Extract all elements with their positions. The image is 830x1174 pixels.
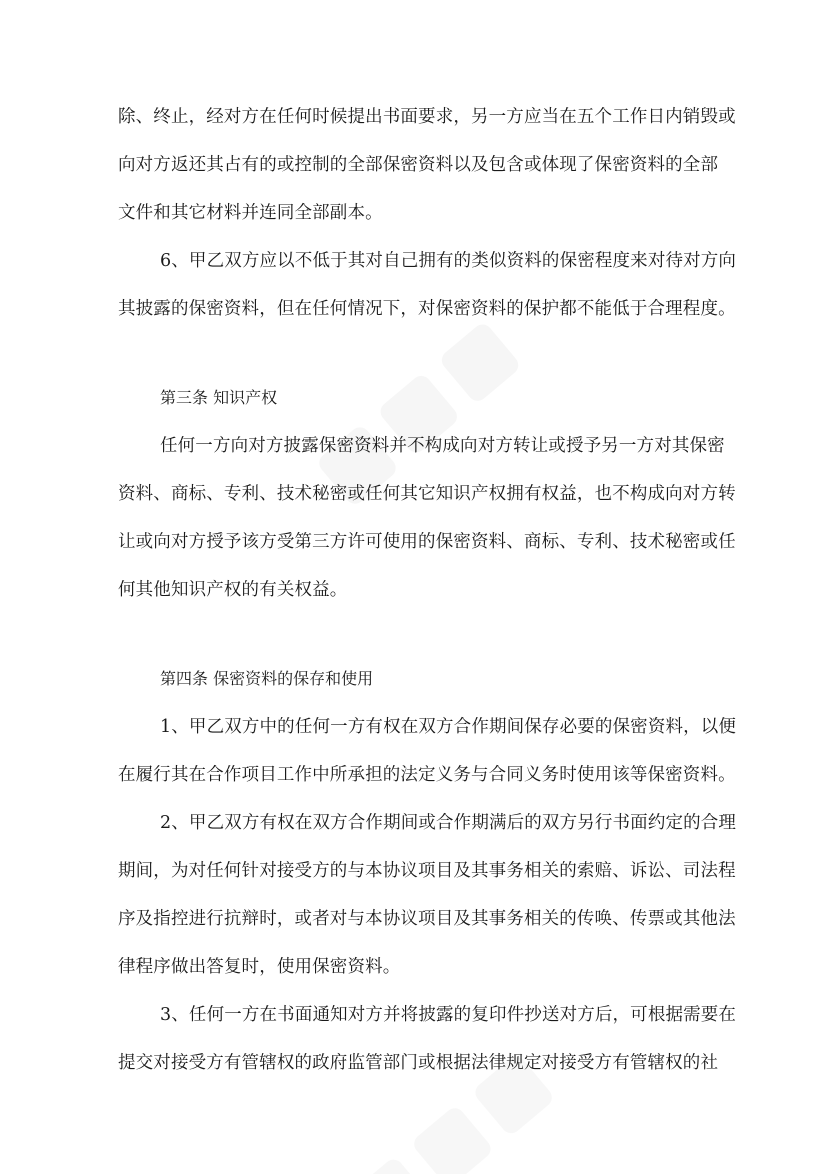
paragraph-line: 期间，为对任何针对接受方的与本协议项目及其事务相关的索赔、诉讼、司法程: [118, 861, 736, 881]
paragraph-line: 律程序做出答复时，使用保密资料。: [118, 957, 401, 977]
paragraph-line: 2、甲乙双方有权在双方合作期间或合作期满后的双方另行书面约定的合理: [160, 813, 737, 833]
paragraph-line: 让或向对方授予该方受第三方许可使用的保密资料、商标、专利、技术秘密或任: [118, 532, 736, 552]
paragraph-line: 6、甲乙双方应以不低于其对自己拥有的类似资料的保密程度来对待对方向: [160, 251, 737, 271]
paragraph-line: 在履行其在合作项目工作中所承担的法定义务与合同义务时使用该等保密资料。: [118, 765, 736, 785]
paragraph-line: 文件和其它材料并连同全部副本。: [118, 203, 383, 223]
paragraph-line: 提交对接受方有管辖权的政府监管部门或根据法律规定对接受方有管辖权的社: [118, 1053, 719, 1073]
section-heading: 第三条 知识产权: [160, 388, 278, 407]
paragraph-line: 除、终止，经对方在任何时候提出书面要求，另一方应当在五个工作日内销毁或: [118, 107, 736, 127]
paragraph-line: 1、甲乙双方中的任何一方有权在双方合作期间保存必要的保密资料，以便: [160, 717, 737, 737]
section-heading: 第四条 保密资料的保存和使用: [160, 669, 374, 688]
paragraph-line: 3、任何一方在书面通知对方并将披露的复印件抄送对方后，可根据需要在: [160, 1005, 737, 1025]
paragraph-line: 何其他知识产权的有关权益。: [118, 580, 348, 600]
paragraph-line: 向对方返还其占有的或控制的全部保密资料以及包含或体现了保密资料的全部: [118, 155, 719, 175]
paragraph-line: 资料、商标、专利、技术秘密或任何其它知识产权拥有权益，也不构成向对方转: [118, 484, 736, 504]
paragraph-line: 其披露的保密资料，但在任何情况下，对保密资料的保护都不能低于合理程度。: [118, 299, 736, 319]
paragraph-line: 序及指控进行抗辩时，或者对与本协议项目及其事务相关的传唤、传票或其他法: [118, 909, 736, 929]
paragraph-line: 任何一方向对方披露保密资料并不构成向对方转让或授予另一方对其保密: [160, 436, 725, 456]
